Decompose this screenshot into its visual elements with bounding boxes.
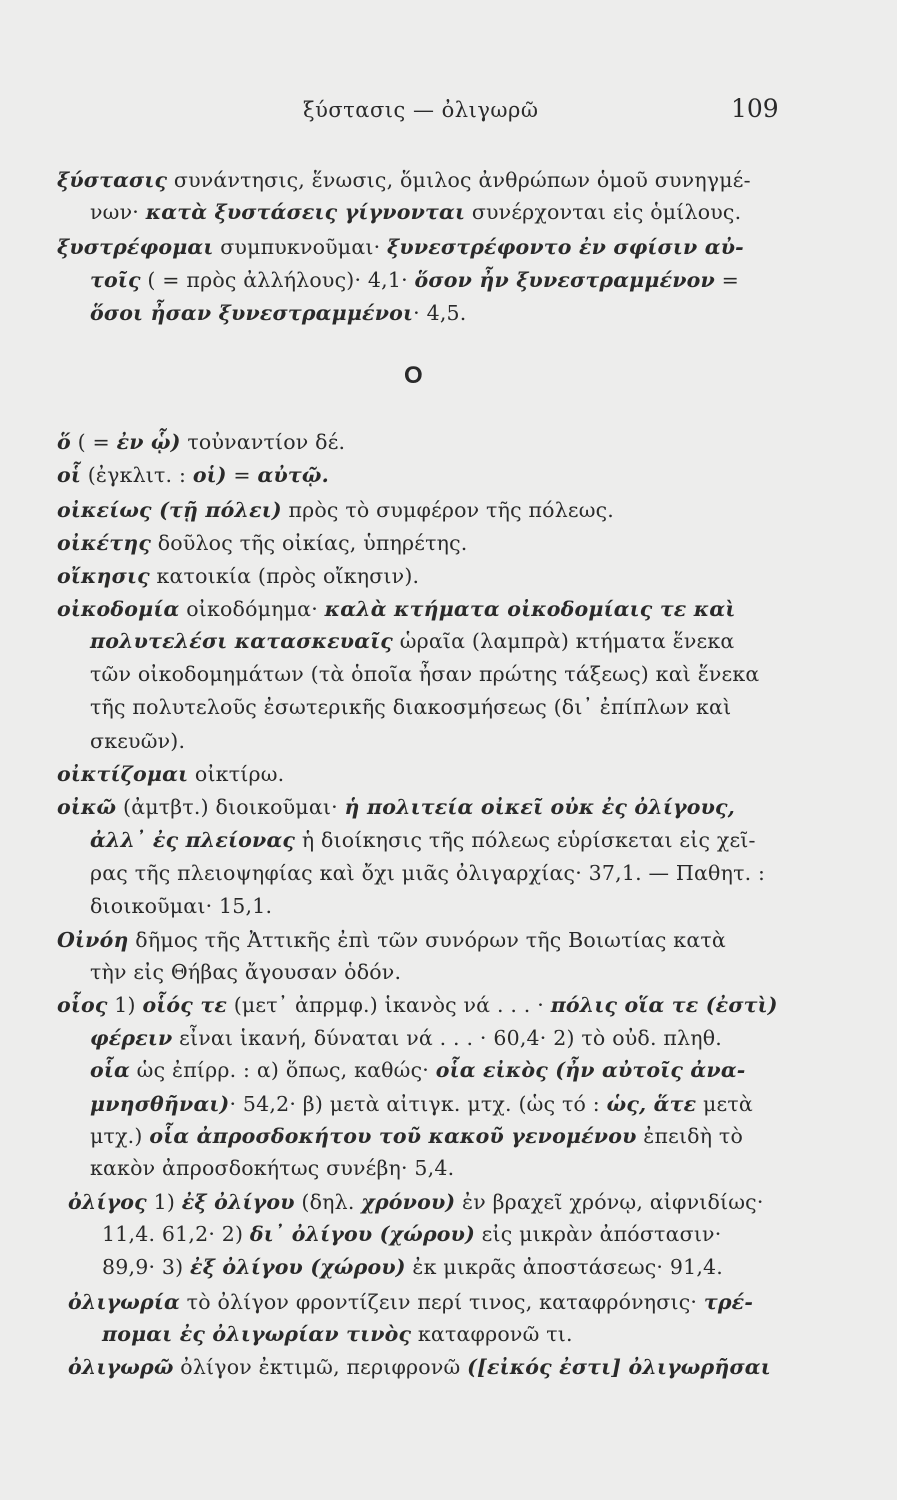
headword-text: πολυτελέσι κατασκευαῖς: [90, 629, 393, 653]
body-text: ἡ διοίκησις τῆς πόλεως εὑρίσκεται εἰς χεῖ-: [295, 828, 756, 852]
body-text: καταφρονῶ τι.: [411, 1322, 573, 1346]
headword-text: οἰκείως (τῇ πόλει): [57, 498, 282, 522]
text-line: [90, 198, 741, 226]
headword-text: οἷα ἀπροσδοκήτου τοῦ κακοῦ γενομένου: [149, 1124, 637, 1148]
body-text: συμπυκνοῦμαι·: [213, 235, 388, 259]
body-text: κατοικία (πρὸς οἴκησιν).: [149, 564, 420, 588]
body-text: =: [714, 268, 740, 292]
page-number: 109: [731, 94, 779, 123]
text-line: [57, 529, 468, 557]
headword-text: ἐξ ὀλίγου (χώρου): [190, 1255, 406, 1279]
body-text: δῆμος τῆς Ἀττικῆς ἐπὶ τῶν συνόρων τῆς Βοιωτίας κατὰ: [128, 928, 726, 952]
text-line: [90, 693, 731, 721]
body-text: τὸ ὀλίγον φροντίζειν περί τινος, καταφρόνησις·: [179, 1290, 704, 1314]
text-line: [90, 1056, 746, 1084]
headword-text: ὅσον ἦν ξυνεστραμμένον: [414, 268, 715, 292]
headword-text: οἰκοδομία: [57, 597, 180, 621]
headword-text: οἷα εἰκὸς (ἦν αὐτοῖς ἀνα-: [435, 1058, 746, 1082]
text-line: [90, 727, 185, 755]
text-line: [90, 627, 734, 655]
body-text: μτχ.): [90, 1124, 150, 1148]
text-line: [90, 1122, 743, 1150]
body-text: σκευῶν).: [90, 729, 186, 753]
text-line: [90, 1024, 722, 1052]
body-text: =: [226, 463, 258, 487]
headword-text: ὀλίγος: [68, 1190, 147, 1214]
letter-heading: Ο: [404, 362, 423, 389]
text-line: [57, 562, 419, 590]
body-text: ὀλίγον ἐκτιμῶ, περιφρονῶ: [173, 1355, 468, 1379]
body-text: οἰκτίρω.: [188, 762, 285, 786]
text-line: [90, 892, 272, 920]
headword-text: ξυνεστρέφοντο ἐν σφίσιν αὐ-: [387, 235, 744, 259]
headword-text: αὐτῷ.: [257, 463, 329, 487]
text-line: [57, 166, 751, 194]
body-text: ( = πρὸς ἀλλήλους)· 4,1·: [140, 268, 415, 292]
text-line: [68, 1288, 753, 1316]
headword-text: οἰκτίζομαι: [57, 762, 189, 786]
body-text: διοικοῦμαι· 15,1.: [90, 894, 273, 918]
headword-text: ἀλλ᾿ ἐς πλείονας: [90, 828, 296, 852]
headword-text: χρόνου): [361, 1190, 456, 1214]
body-text: · 4,5.: [413, 301, 467, 325]
body-text: εἶναι ἱκανή, δύναται νά . . . · 60,4· 2) τὸ οὐδ. πληθ.: [172, 1026, 722, 1050]
body-text: οἰκοδόμημα·: [179, 597, 325, 621]
body-text: ἐκ μικρᾶς ἀποστάσεως· 91,4.: [405, 1255, 724, 1279]
body-text: (ἐγκλιτ. :: [81, 463, 193, 487]
text-line: [90, 299, 467, 327]
running-head: [0, 94, 897, 134]
headword-text: πόλις οἵα τε (ἐστὶ): [550, 993, 778, 1017]
headword-text: οἰκέτης: [57, 531, 152, 555]
text-line: [102, 1320, 573, 1348]
text-line: [57, 793, 735, 821]
headword-text: ξύστασις: [57, 168, 168, 192]
body-text: · 54,2· β) μετὰ αἰτιγκ. μτχ. (ὡς τό :: [229, 1092, 607, 1116]
body-text: τῆς πολυτελοῦς ἐσωτερικῆς διακοσμήσεως (δι᾿ ἐπίπλων καὶ: [90, 695, 732, 719]
headword-text: ὀλιγωρία: [68, 1290, 180, 1314]
text-line: [90, 266, 739, 294]
running-head-title: ξύστασις — ὀλιγωρῶ: [303, 98, 539, 122]
text-line: [90, 826, 756, 854]
headword-text: οἰκῶ: [57, 795, 117, 819]
body-text: ἐν βραχεῖ χρόνῳ, αἰφνιδίως·: [455, 1190, 764, 1214]
text-line: [57, 428, 345, 456]
headword-text: πομαι ἐς ὀλιγωρίαν τινὸς: [102, 1322, 412, 1346]
body-text: ὡς ἐπίρρ. : α) ὅπως, καθώς·: [129, 1058, 436, 1082]
body-text: ἐπειδὴ τὸ: [636, 1124, 744, 1148]
text-line: [68, 1188, 764, 1216]
body-text: τῶν οἰκοδομημάτων (τὰ ὁποῖα ἦσαν πρώτης τάξεως) καὶ ἕνεκα: [90, 662, 760, 686]
headword-text: ξυστρέφομαι: [57, 235, 214, 259]
headword-text: τοῖς: [90, 268, 141, 292]
body-text: πρὸς τὸ συμφέρον τῆς πόλεως.: [281, 498, 615, 522]
headword-text: ὅ: [57, 430, 71, 454]
body-text: 1): [146, 1190, 182, 1214]
text-line: [57, 926, 726, 954]
body-text: τὴν εἰς Θήβας ἄγουσαν ὁδόν.: [90, 960, 402, 984]
text-line: [57, 233, 744, 261]
body-text: 1): [107, 993, 143, 1017]
text-line: [90, 1090, 753, 1118]
headword-text: ἐν ᾧ): [116, 430, 181, 454]
body-text: ρας τῆς πλειοψηφίας καὶ ὄχι μιᾶς ὀλιγαρχίας· 37,1. — Παθητ. :: [90, 861, 766, 885]
body-text: συνάντησις, ἕνωσις, ὅμιλος ἀνθρώπων ὁμοῦ συνηγμέ-: [167, 168, 751, 192]
headword-text: ὡς, ἅτε: [606, 1092, 697, 1116]
text-line: [90, 958, 401, 986]
headword-text: οἴκησις: [57, 564, 150, 588]
body-text: τοὐναντίον δέ.: [180, 430, 346, 454]
text-line: [57, 496, 614, 524]
headword-text: οἷα: [90, 1058, 130, 1082]
text-line: [102, 1220, 721, 1248]
body-text: ( =: [70, 430, 117, 454]
body-text: 89,9· 3): [102, 1255, 191, 1279]
body-text: συνέρχονται εἰς ὁμίλους.: [465, 200, 742, 224]
headword-text: οἷ: [57, 463, 81, 487]
headword-text: δι᾿ ὀλίγου (χώρου): [249, 1222, 475, 1246]
text-line: [90, 660, 759, 688]
body-text: (δηλ.: [294, 1190, 362, 1214]
text-line: [68, 1353, 771, 1381]
body-text: (μετ᾿ ἀπρμφ.) ἱκανὸς νά . . . ·: [226, 993, 551, 1017]
headword-text: οἱ): [192, 463, 227, 487]
headword-text: οἷος: [57, 993, 108, 1017]
body-text: νων·: [90, 200, 146, 224]
headword-text: μνησθῆναι): [90, 1092, 230, 1116]
body-text: (ἀμτβτ.) διοικοῦμαι·: [116, 795, 345, 819]
headword-text: καλὰ κτήματα οἰκοδομίαις τε καὶ: [324, 597, 736, 621]
text-line: [57, 595, 735, 623]
headword-text: Οἰνόη: [57, 928, 129, 952]
text-line: [90, 859, 765, 887]
body-text: μετὰ: [696, 1092, 753, 1116]
headword-text: ([εἰκός ἐστι] ὀλιγωρῆσαι: [467, 1355, 771, 1379]
headword-text: φέρειν: [90, 1026, 173, 1050]
body-text: δοῦλος τῆς οἰκίας, ὑπηρέτης.: [151, 531, 468, 555]
text-line: [102, 1253, 723, 1281]
text-line: [57, 991, 778, 1019]
headword-text: ἐξ ὀλίγου: [181, 1190, 295, 1214]
text-line: [57, 461, 329, 489]
text-line: [90, 1154, 454, 1182]
body-text: κακὸν ἀπροσδοκήτως συνέβη· 5,4.: [90, 1156, 455, 1180]
body-text: ὡραῖα (λαμπρὰ) κτήματα ἕνεκα: [393, 629, 735, 653]
headword-text: ὀλιγωρῶ: [68, 1355, 174, 1379]
body-text: 11,4. 61,2· 2): [102, 1222, 250, 1246]
text-line: [57, 760, 284, 788]
headword-text: ὅσοι ἦσαν ξυνεστραμμένοι: [90, 301, 414, 325]
body-text: εἰς μικρὰν ἀπόστασιν·: [474, 1222, 722, 1246]
headword-text: ἡ πολιτεία οἰκεῖ οὐκ ἐς ὀλίγους,: [344, 795, 736, 819]
headword-text: κατὰ ξυστάσεις γίγνονται: [145, 200, 466, 224]
headword-text: τρέ-: [703, 1290, 754, 1314]
headword-text: οἷός τε: [142, 993, 227, 1017]
